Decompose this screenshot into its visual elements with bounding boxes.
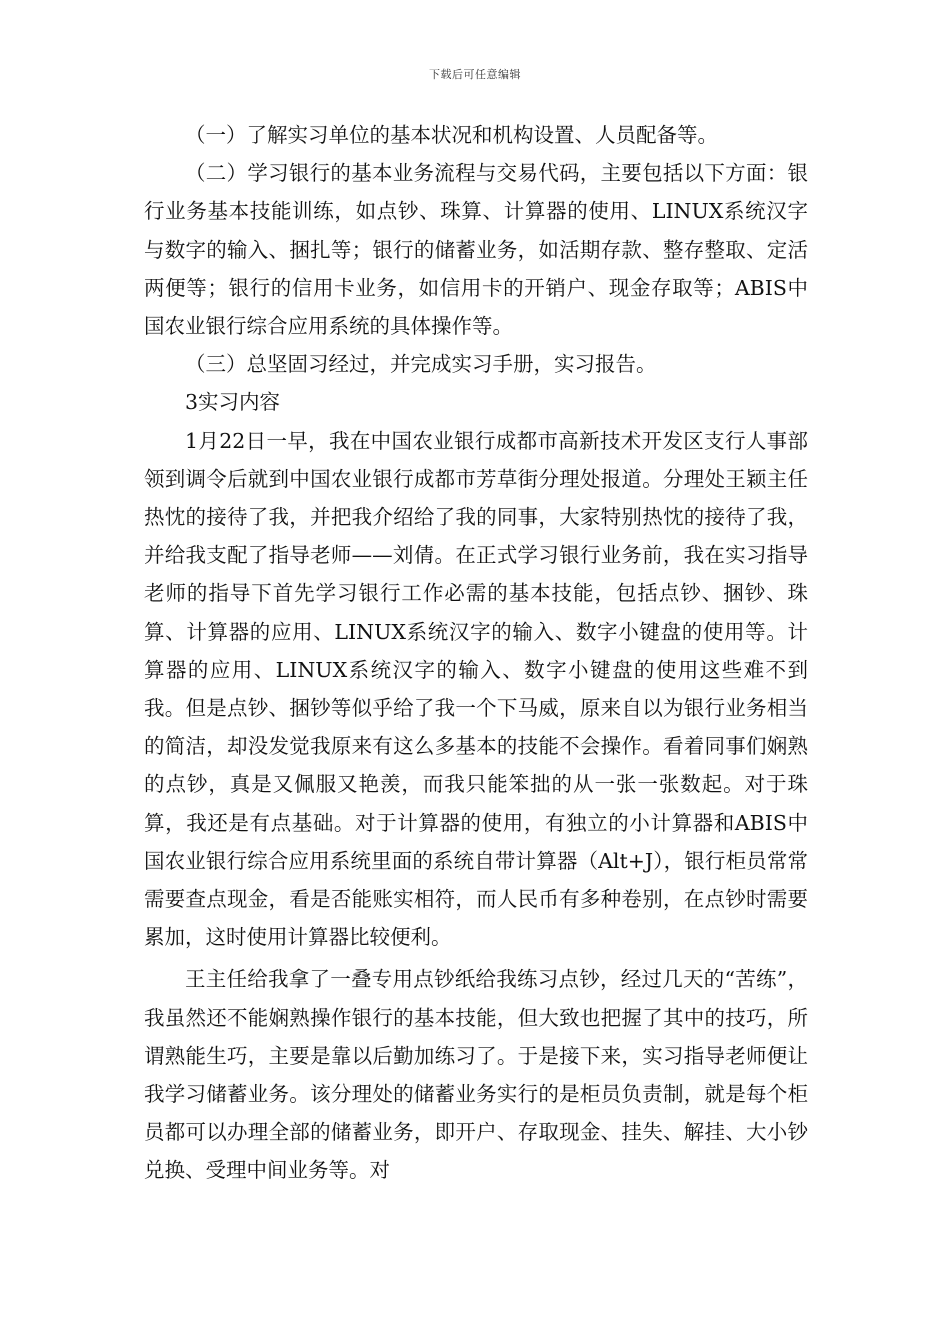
section-heading: 3实习内容	[185, 390, 281, 415]
paragraph-objective-3: （三）总坚固习经过，并完成实习手册，实习报告。	[185, 352, 657, 377]
body-text	[144, 116, 808, 1190]
paragraph-objective-1: （一）了解实习单位的基本状况和机构设置、人员配备等。	[185, 123, 718, 147]
paragraph-objective-2: （二）学习银行的基本业务流程与交易代码，主要包括以下方面：银行业务基本技能训练，如点钞、珠算、计算器的使用、LINUX系统汉字与数字的输入、捆扎等；银行的储蓄业务，如活期存款、整存整取、定活两便等；银行的信用卡业务，如信用卡的开销户、现金存取等；ABIS中国农业银行综合应用系统的具体操作等。	[144, 161, 808, 339]
paragraph-content-2: 王主任给我拿了一叠专用点钞纸给我练习点钞，经过几天的“苦练”，我虽然还不能娴熟操作银行的基本技能，但大致也把握了其中的技巧，所谓熟能生巧，主要是靠以后勤加练习了。于是接下来，实习指导老师便让我学习储蓄业务。该分理处的储蓄业务实行的是柜员负责制，就是每个柜员都可以办理全部的储蓄业务，即开户、存取现金、挂失、解挂、大小钞兑换、受理中间业务等。对	[144, 967, 808, 1183]
header-note: 下载后可任意编辑	[429, 68, 521, 81]
paragraph-content-1: 1月22日一早，我在中国农业银行成都市高新技术开发区支行人事部领到调令后就到中国农业银行成都市芳草街分理处报道。分理处王颖主任热忱的接待了我，并把我介绍给了我的同事，大家特别热忱的接待了我，并给我支配了指导老师——刘倩。在正式学习银行业务前，我在实习指导老师的指导下首先学习银行工作必需的基本技能，包括点钞、捆钞、珠算、计算器的应用、LINUX系统汉字的输入、数字小键盘的使用等。计算器的应用、LINUX系统汉字的输入、数字小键盘的使用这些难不到我。但是点钞、捆钞等似乎给了我一个下马威，原来自以为银行业务相当的简洁，却没发觉我原来有这么多基本的技能不会操作。看着同事们娴熟的点钞，真是又佩服又艳羡，而我只能笨拙的从一张一张数起。对于珠算，我还是有点基础。对于计算器的使用，有独立的小计算器和ABIS中国农业银行综合应用系统里面的系统自带计算器（Alt+J），银行柜员常常需要查点现金，看是否能账实相符，而人民币有多种卷别，在点钞时需要累加，这时使用计算器比较便利。	[144, 428, 808, 950]
